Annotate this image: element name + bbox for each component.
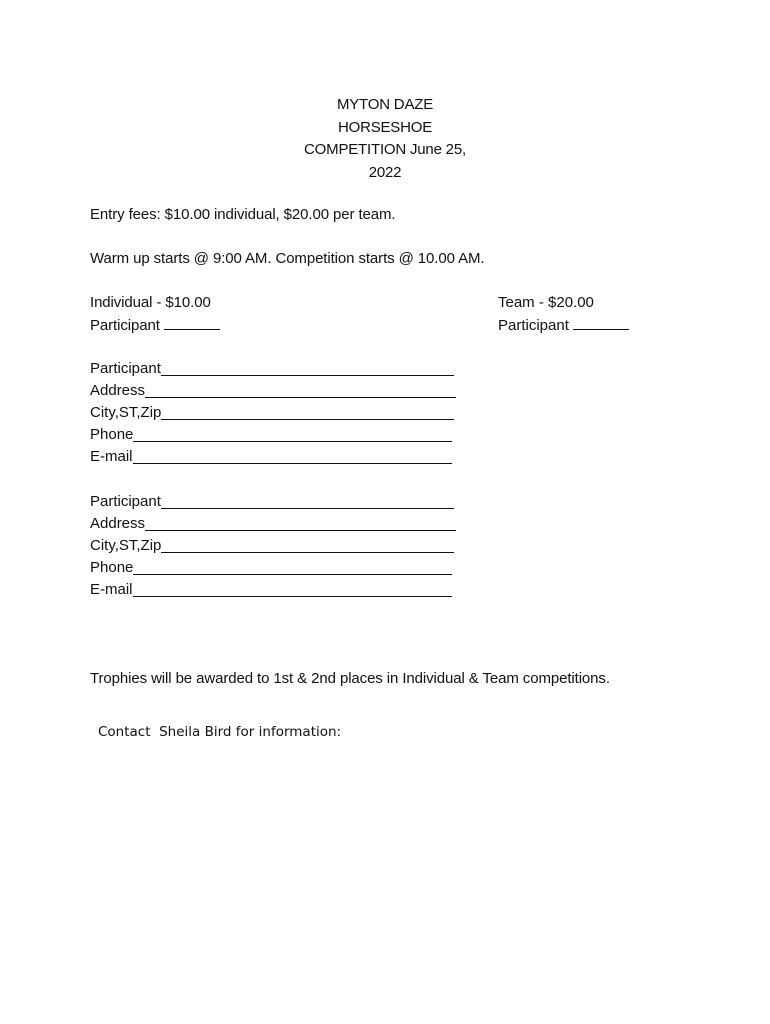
form1-city-row: [90, 402, 454, 424]
title-line-1: MYTON DAZE: [336, 96, 434, 113]
form2-email-blank[interactable]: [133, 580, 452, 597]
form2-participant-row: [90, 491, 454, 513]
form2-email-row: [90, 579, 452, 601]
form2-city-blank[interactable]: [161, 536, 454, 553]
individual-heading: Individual - $10.00: [90, 294, 211, 311]
form1-address-blank[interactable]: [145, 381, 456, 398]
trophies-text: Trophies will be awarded to 1st & 2nd places in Individual & Team competitions.: [90, 670, 610, 687]
form2-phone-blank[interactable]: [133, 558, 452, 575]
form2-phone-label: Phone: [90, 559, 134, 576]
team-participant-label: Participant: [498, 317, 569, 334]
title-line-3: COMPETITION June 25,: [304, 141, 466, 158]
page-title: [0, 94, 770, 184]
form1-email-blank[interactable]: [133, 447, 452, 464]
form2-address-label: Address: [90, 515, 146, 532]
form2-address-blank[interactable]: [145, 514, 456, 531]
title-line-2: HORSESHOE: [337, 118, 433, 136]
team-participant-blank[interactable]: [573, 316, 629, 330]
form1-email-row: [90, 446, 452, 468]
form2-participant-blank[interactable]: [161, 492, 454, 509]
individual-participant-row: [90, 316, 220, 336]
form1-phone-blank[interactable]: [133, 425, 452, 442]
form2-participant-label: Participant: [90, 493, 161, 510]
form1-participant-blank[interactable]: [161, 359, 454, 376]
form2-address-row: [90, 513, 456, 535]
form1-participant-row: [90, 358, 454, 380]
form1-participant-label: Participant: [90, 360, 161, 377]
individual-participant-blank[interactable]: [164, 316, 220, 330]
entry-fees-text: Entry fees: $10.00 individual, $20.00 per team.: [90, 206, 396, 223]
team-participant-row: [498, 316, 629, 336]
form1-email-label: E-mail: [90, 448, 133, 465]
form1-city-blank[interactable]: [161, 403, 454, 420]
individual-participant-label: Participant: [90, 317, 160, 334]
form2-city-row: [90, 535, 454, 557]
team-heading: Team - $20.00: [498, 294, 594, 311]
form1-address-label: Address: [90, 382, 146, 399]
form1-city-label: City,ST,Zip: [90, 404, 162, 421]
form2-email-label: E-mail: [90, 581, 133, 598]
form1-address-row: [90, 380, 456, 402]
form2-city-label: City,ST,Zip: [90, 537, 162, 554]
form1-phone-label: Phone: [90, 426, 134, 443]
warm-up-text: Warm up starts @ 9:00 AM. Competition starts @ 10.00 AM.: [90, 250, 485, 267]
form2-phone-row: [90, 557, 452, 579]
form1-phone-row: [90, 424, 452, 446]
contact-text: Contact Sheila Bird for information:: [98, 724, 342, 740]
title-line-4: 2022: [368, 163, 402, 181]
